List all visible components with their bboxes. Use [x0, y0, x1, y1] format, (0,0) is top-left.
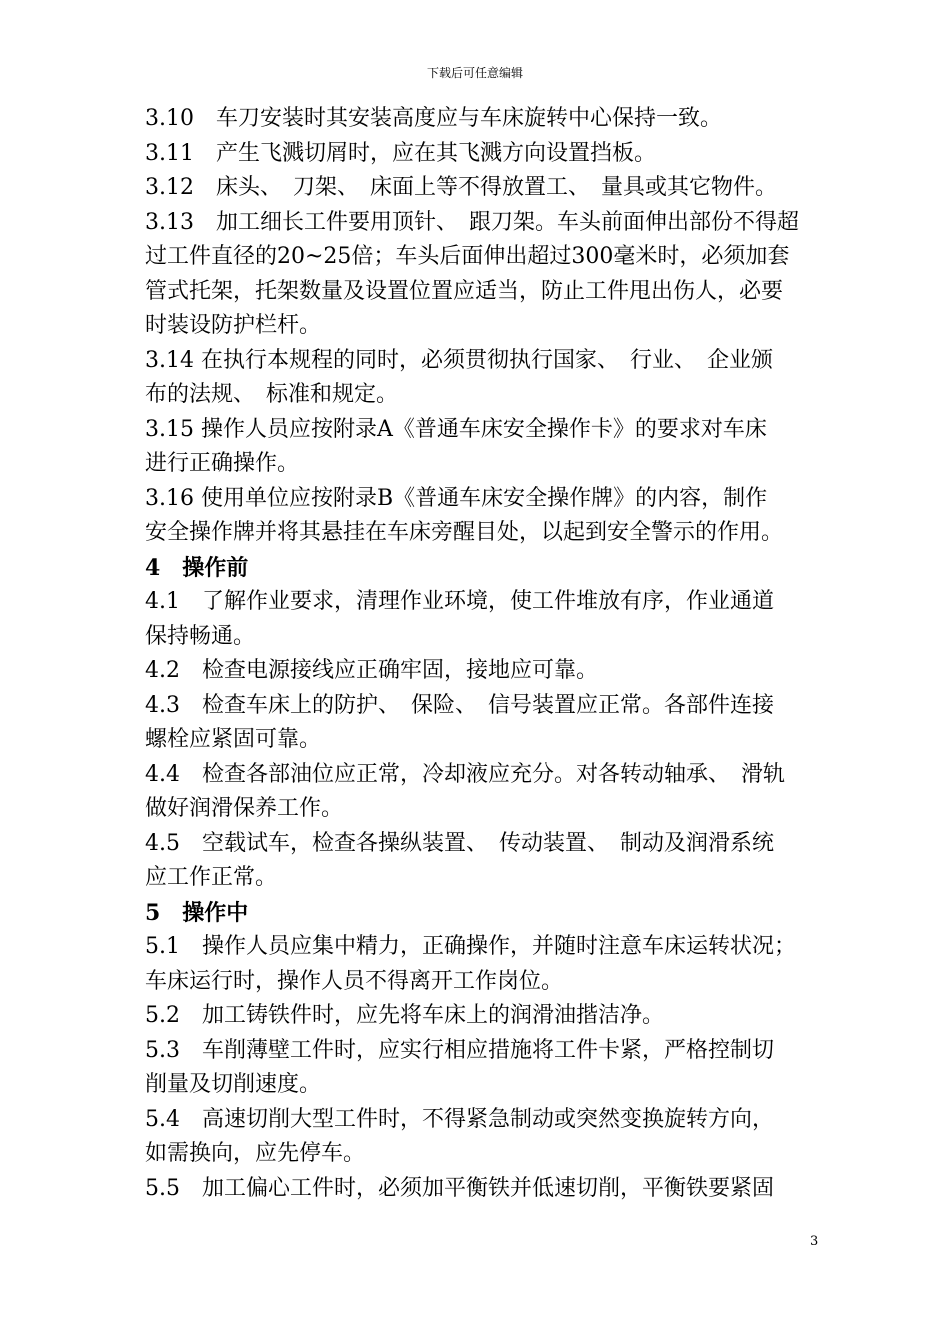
text-line: 4.5 空载试车，检查各操纵装置、 传动装置、 制动及润滑系统 [145, 830, 774, 856]
page-header [0, 66, 950, 80]
text-line: 5.5 加工偏心工件时，必须加平衡铁并低速切削，平衡铁要紧固 [145, 1175, 774, 1201]
text-line: 5.3 车削薄壁工件时，应实行相应措施将工件卡紧，严格控制切 [145, 1037, 774, 1063]
text-line: 4.2 检查电源接线应正确牢固，接地应可靠。 [145, 658, 598, 683]
text-line: 3.16 使用单位应按附录B《普通车床安全操作牌》的内容，制作 [145, 485, 768, 511]
clause-paragraph [145, 689, 835, 758]
text-line: 3.11 产生飞溅切屑时，应在其飞溅方向设置挡板。 [145, 140, 656, 166]
text-line: 4.4 检查各部油位应正常，冷却液应充分。对各转动轴承、 滑轨 [145, 761, 785, 787]
text-line: 削量及切削速度。 [145, 1072, 322, 1097]
clause-paragraph [145, 413, 835, 482]
text-line: 3.15 操作人员应按附录A《普通车床安全操作卡》的要求对车床 [145, 416, 767, 442]
text-line: 保持畅通。 [145, 623, 256, 649]
clause-paragraph [145, 827, 835, 896]
text-line: 进行正确操作。 [145, 451, 300, 476]
text-line: 4.3 检查车床上的防护、 保险、 信号装置应正常。各部件连接 [145, 692, 774, 718]
text-line: 过工件直径的20~25倍；车头后面伸出超过300毫米时，必须加套 [145, 244, 790, 269]
clause-paragraph [145, 1103, 835, 1172]
text-line: 布的法规、 标准和规定。 [145, 382, 399, 407]
clause-paragraph [145, 102, 835, 137]
section-heading [145, 551, 835, 586]
text-line: 3.13 加工细长工件要用顶针、 跟刀架。车头前面伸出部份不得超 [145, 209, 799, 235]
text-line: 5.4 高速切削大型工件时，不得紧急制动或突然变换旋转方向， [145, 1106, 774, 1132]
text-line: 5.2 加工铸铁件时，应先将车床上的润滑油揩洁净。 [145, 1003, 664, 1028]
text-line: 应工作正常。 [145, 865, 278, 890]
clause-paragraph [145, 758, 835, 827]
header-text: 下载后可任意编辑 [426, 66, 523, 80]
clause-paragraph [145, 137, 835, 172]
clause-paragraph [145, 1034, 835, 1103]
clause-paragraph [145, 344, 835, 413]
page-number: 3 [810, 1234, 819, 1249]
text-line: 5.1 操作人员应集中精力，正确操作，并随时注意车床运转状况； [145, 934, 796, 959]
text-line: 车床运行时，操作人员不得离开工作岗位。 [145, 968, 564, 994]
section-heading [145, 896, 835, 931]
clause-paragraph [145, 1172, 835, 1207]
text-line: 3.10 车刀安装时其安装高度应与车床旋转中心保持一致。 [145, 106, 722, 131]
clause-paragraph [145, 171, 835, 206]
text-line: 时装设防护栏杆。 [145, 313, 322, 338]
text-line: 3.12 床头、 刀架、 床面上等不得放置工、 量具或其它物件。 [145, 175, 777, 200]
document-body [145, 102, 835, 1206]
text-line: 安全操作牌并将其悬挂在车床旁醒目处，以起到安全警示的作用。 [145, 520, 784, 545]
clause-paragraph [145, 654, 835, 689]
clause-paragraph [145, 482, 835, 551]
text-line: 4.1 了解作业要求，清理作业环境，使工件堆放有序，作业通道 [145, 589, 774, 614]
text-line: 4 操作前 [145, 554, 249, 581]
text-line: 5 操作中 [145, 899, 249, 926]
clause-paragraph [145, 585, 835, 654]
text-line: 做好润滑保养工作。 [145, 796, 344, 821]
text-line: 螺栓应紧固可靠。 [145, 727, 322, 752]
text-line: 管式托架，托架数量及设置位置应适当，防止工件甩出伤人，必要 [145, 278, 784, 304]
text-line: 如需换向，应先停车。 [145, 1141, 366, 1166]
clause-paragraph [145, 206, 835, 344]
clause-paragraph [145, 930, 835, 999]
text-line: 3.14 在执行本规程的同时，必须贯彻执行国家、 行业、 企业颁 [145, 347, 773, 373]
clause-paragraph [145, 999, 835, 1034]
